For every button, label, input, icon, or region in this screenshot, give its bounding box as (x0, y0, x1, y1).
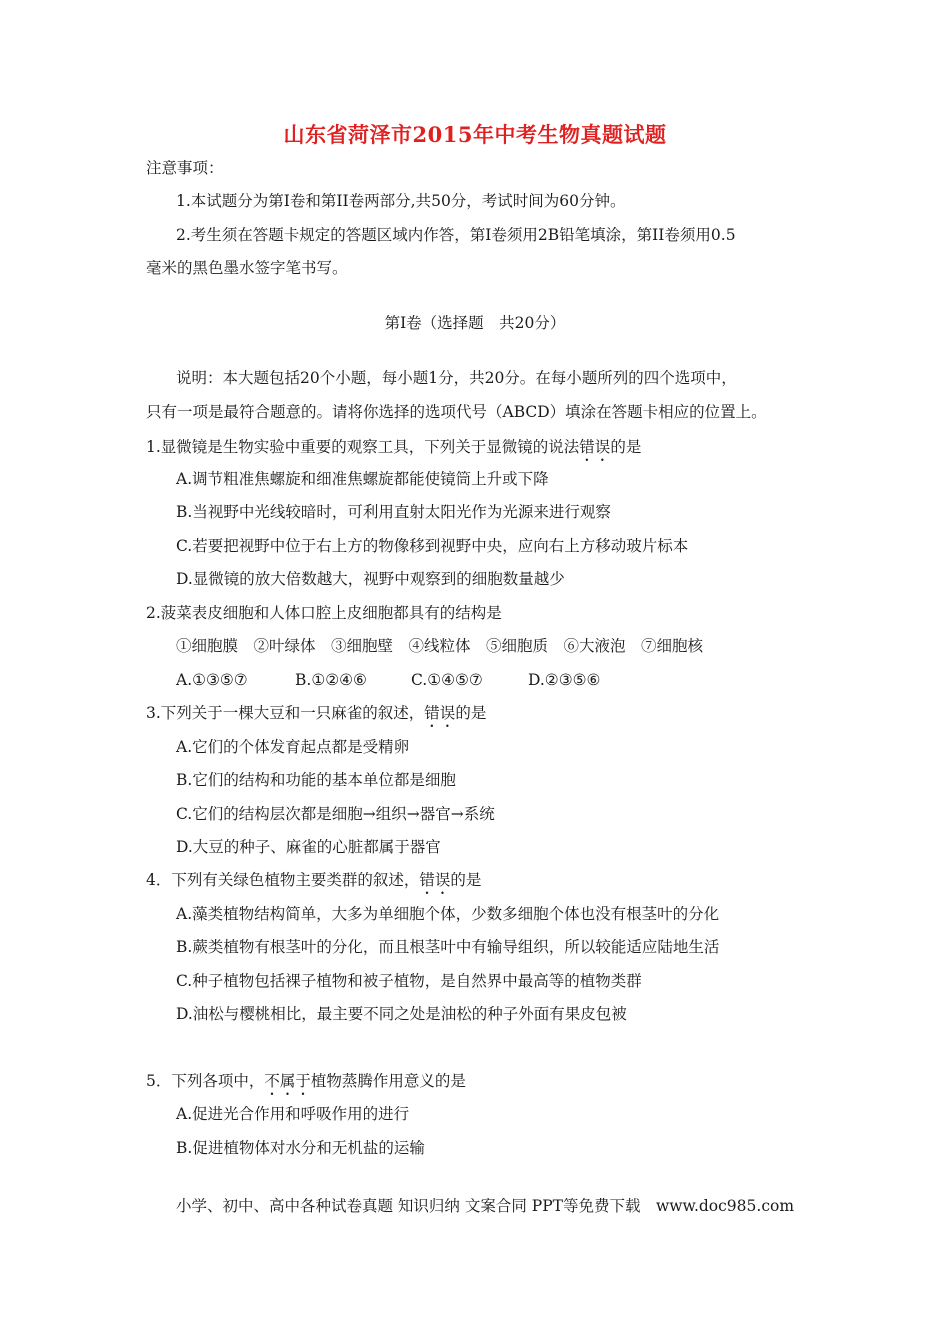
q2-structure-list: ①细胞膜 ②叶绿体 ③细胞壁 ④线粒体 ⑤细胞质 ⑥大液泡 ⑦细胞核 (176, 637, 704, 655)
section-title: 第Ⅰ卷（选择题 共20分） (384, 314, 566, 332)
q3-option-b: B.它们的结构和功能的基本单位都是细胞 (176, 771, 456, 789)
q4-option-b: B.蕨类植物有根茎叶的分化，而且根茎叶中有输导组织，所以较能适应陆地生活 (176, 938, 720, 956)
q2-option-c: C.①④⑤⑦ (411, 671, 483, 689)
emphasis-text: 错误 (419, 871, 451, 889)
q5-option-b: B.促进植物体对水分和无机盐的运输 (176, 1139, 425, 1157)
document-title: 山东省菏泽市2015年中考生物真题试题 (283, 122, 667, 147)
q3-option-a: A.它们的个体发育起点都是受精卵 (176, 738, 410, 756)
notice-item-2-cont: 毫米的黑色墨水签字笔书写。 (146, 259, 348, 277)
emphasis-text: 错误 (579, 438, 611, 456)
footer-text: 小学、初中、高中各种试卷真题 知识归纳 文案合同 PPT等免费下载 www.doc985.com (176, 1197, 795, 1215)
notice-heading: 注意事项： (146, 159, 224, 177)
emphasis-text: 错误 (424, 704, 456, 722)
q2-option-b: B.①②④⑥ (295, 671, 367, 689)
q1-option-c: C.若要把视野中位于右上方的物像移到视野中央，应向右上方移动玻片标本 (176, 537, 689, 555)
q4-option-a: A.藻类植物结构简单，大多为单细胞个体，少数多细胞个体也没有根茎叶的分化 (176, 905, 720, 923)
notice-item-2: 2.考生须在答题卡规定的答题区域内作答，第Ⅰ卷须用2B铅笔填涂，第II卷须用0.5 (176, 226, 736, 244)
question-3-stem: 3.下列关于一棵大豆和一只麻雀的叙述，错误的是 (146, 704, 487, 722)
q2-option-d: D.②③⑤⑥ (528, 671, 601, 689)
q3-option-d: D.大豆的种子、麻雀的心脏都属于器官 (176, 838, 441, 856)
q1-option-b: B.当视野中光线较暗时，可利用直射太阳光作为光源来进行观察 (176, 503, 611, 521)
section-desc: 说明：本大题包括20个小题，每小题1分，共20分。在每小题所列的四个选项中， (176, 369, 737, 387)
question-4-stem: 4．下列有关绿色植物主要类群的叙述，错误的是 (146, 871, 482, 889)
notice-item-1: 1.本试题分为第Ⅰ卷和第II卷两部分,共50分，考试时间为60分钟。 (176, 192, 626, 210)
q1-option-d: D.显微镜的放大倍数越大，视野中观察到的细胞数量越少 (176, 570, 565, 588)
q3-option-c: C.它们的结构层次都是细胞→组织→器官→系统 (176, 805, 495, 823)
q2-option-a: A.①③⑤⑦ (176, 671, 248, 689)
q4-option-d: D.油松与樱桃相比，最主要不同之处是油松的种子外面有果皮包被 (176, 1005, 627, 1023)
question-5-stem: 5．下列各项中，不属于植物蒸腾作用意义的是 (146, 1072, 466, 1090)
question-1-stem: 1.显微镜是生物实验中重要的观察工具，下列关于显微镜的说法错误的是 (146, 438, 642, 456)
q1-option-a: A.调节粗准焦螺旋和细准焦螺旋都能使镜筒上升或下降 (176, 470, 549, 488)
q5-option-a: A.促进光合作用和呼吸作用的进行 (176, 1105, 410, 1123)
emphasis-text: 不属于 (264, 1072, 311, 1090)
q4-option-c: C.种子植物包括裸子植物和被子植物，是自然界中最高等的植物类群 (176, 972, 642, 990)
question-2-stem: 2.菠菜表皮细胞和人体口腔上皮细胞都具有的结构是 (146, 604, 502, 622)
section-desc-cont: 只有一项是最符合题意的。请将你选择的选项代号（ABCD）填涂在答题卡相应的位置上。 (146, 403, 767, 421)
